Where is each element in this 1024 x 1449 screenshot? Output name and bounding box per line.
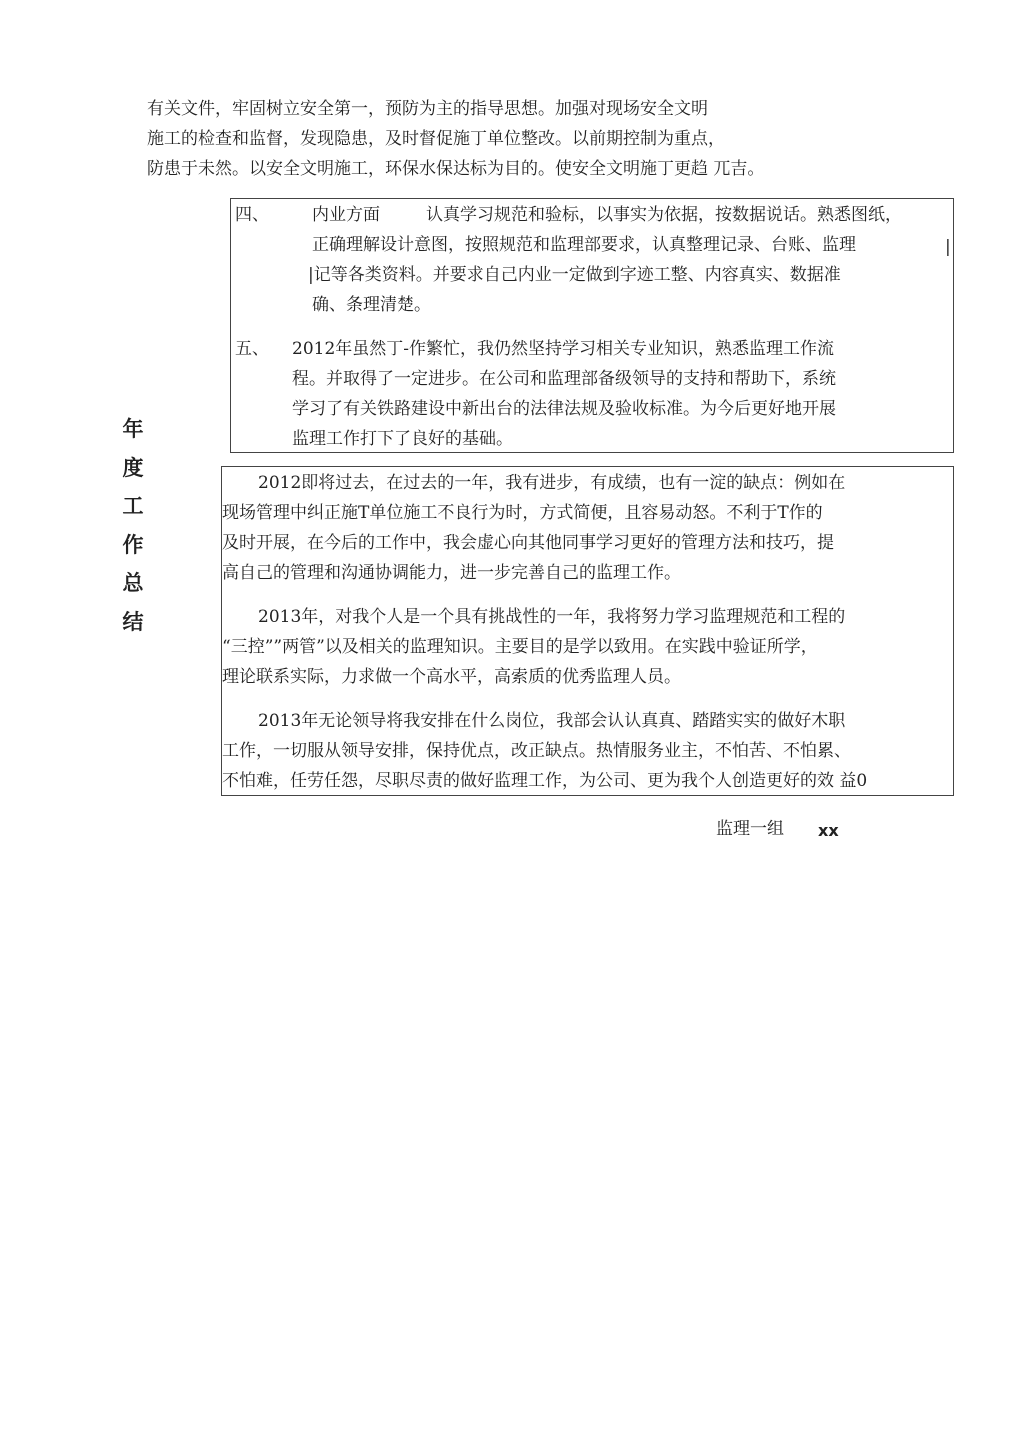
summary-p3-line-2: 工作，一切服从领导安排，保持优点，改正缺点。热情服务业主，不怕苦、不怕累、 bbox=[222, 741, 851, 761]
summary-p2-line-2: “三控””两管”以及相关的监理知识。主要目的是学以致用。在实践中验证所学， bbox=[222, 637, 818, 657]
annual-summary-vertical-title bbox=[118, 410, 148, 641]
summary-p1-line-3: 及时开展，在今后的工作中，我会虚心向其他同事学习更好的管理方法和技巧，提 bbox=[222, 533, 834, 553]
section5-line-3: 学习了有关铁路建设中新出台的法律法规及验收标准。为今后更好地开展 bbox=[292, 399, 836, 419]
title-char: 总 bbox=[122, 571, 144, 595]
intro-line-1: 有关文件，牢固树立安全第一，预防为主的指导思想。加强对现场安全文明 bbox=[147, 99, 708, 119]
section4-margin-mark: | bbox=[945, 237, 951, 257]
section4-line-2: 正确理解设计意图，按照规范和监理部要求，认真整理记录、台账、监理 bbox=[312, 235, 856, 255]
section4-line-1: 认真学习规范和验标，以事实为依据，按数据说话。熟悉图纸， bbox=[426, 205, 902, 225]
section4-heading: 内业方面 bbox=[312, 205, 380, 225]
summary-p2-line-3: 理论联系实际，力求做一个高水平，高索质的优秀监理人员。 bbox=[222, 667, 681, 687]
title-char: 年 bbox=[122, 417, 144, 441]
section5-line-1: 2012年虽然丁-作繁忙，我仍然坚持学习相关专业知识，熟悉监理工作流 bbox=[292, 339, 835, 359]
summary-p1-line-1: 2012即将过去，在过去的一年，我有进步，有成绩，也有一淀的缺点：例如在 bbox=[258, 473, 846, 493]
section5-line-2: 程。并取得了一定进步。在公司和监理部备级领导的支持和帮助下，系统 bbox=[292, 369, 836, 389]
section4-line-4: 确、条理清楚。 bbox=[312, 295, 431, 315]
title-char: 工 bbox=[122, 494, 144, 518]
section5-label: 五、 bbox=[235, 339, 269, 359]
summary-p1-line-2: 现场管理中纠正施T单位施工不良行为时，方式简便，且容易动怒。不利于T作的 bbox=[222, 503, 823, 523]
section4-line-3: |记等各类资料。并要求自己内业一定做到字迹工整、内容真实、数据准 bbox=[308, 265, 841, 285]
summary-p2-line-1: 2013年，对我个人是一个具有挑战性的一年，我将努力学习监理规范和工程的 bbox=[258, 607, 846, 627]
title-char: 度 bbox=[122, 455, 144, 480]
summary-p1-line-4: 高自己的管理和沟通协调能力，进一步完善自己的监理工作。 bbox=[222, 563, 681, 583]
section5-line-4: 监理工作打下了良好的基础。 bbox=[292, 429, 513, 449]
intro-line-3: 防患于未然。以安全文明施工，环保水保达标为目的。使安全文明施丁更趋 兀吉。 bbox=[147, 159, 765, 179]
signature-name: xx bbox=[818, 821, 839, 840]
intro-line-2: 施工的检查和监督，发现隐患，及时督促施丁单位整改。以前期控制为重点， bbox=[147, 129, 725, 149]
signature-group: 监理一组 bbox=[716, 819, 784, 839]
section4-label: 四、 bbox=[235, 205, 269, 225]
summary-p3-line-3: 不怕难，任劳任怨，尽职尽责的做好监理工作，为公司、更为我个人创造更好的效 益0 bbox=[222, 771, 868, 791]
title-char: 结 bbox=[122, 609, 144, 634]
title-char: 作 bbox=[122, 532, 144, 557]
summary-p3-line-1: 2013年无论领导将我安排在什么岗位，我部会认认真真、踏踏实实的做好木职 bbox=[258, 711, 846, 731]
